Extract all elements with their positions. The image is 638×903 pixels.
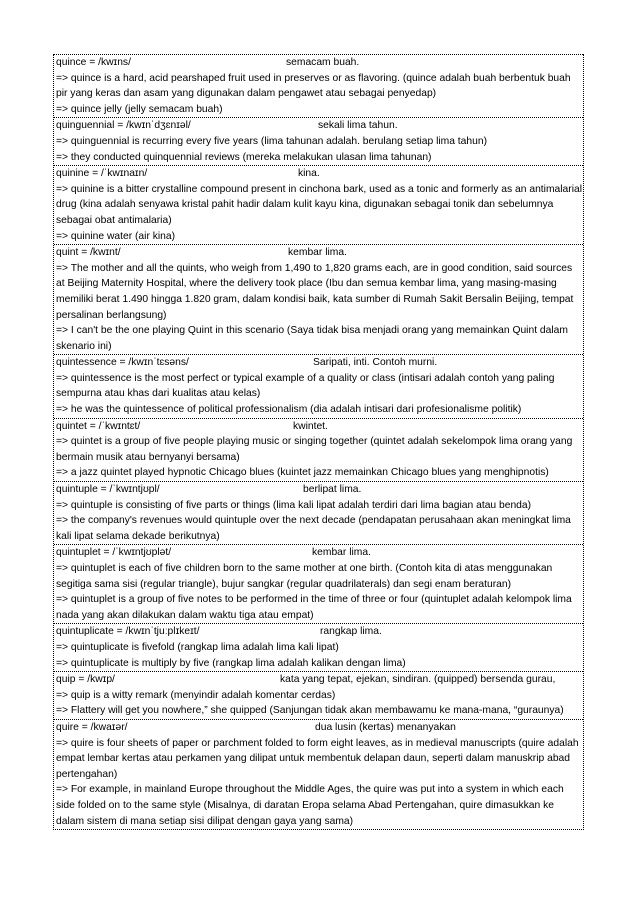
example-line: => quip is a witty remark (menyindir adalah komentar cerdas)	[56, 689, 336, 701]
gloss: rangkap lima.	[320, 626, 382, 638]
gloss: kata yang tepat, ejekan, sindiran. (quipped) bersenda gurau,	[280, 674, 556, 686]
example-line: => quince jelly (jelly semacam buah)	[56, 103, 223, 115]
example-line: => quince is a hard, acid pearshaped fruit used in preserves or as flavoring. (quince adalah buah berbentuk buah pir yang keras dan asam yang digunakan dalam pengawet atau sebagai penyedap)	[56, 72, 571, 100]
headword: quintuple = /ˈkwɪntjʊpl/	[56, 484, 160, 496]
gloss: kina.	[298, 168, 320, 180]
gloss: dua lusin (kertas) menanyakan	[315, 721, 456, 733]
entry-quint	[54, 244, 583, 354]
gloss: Saripati, inti. Contoh murni.	[313, 357, 438, 369]
example-line: => For example, in mainland Europe throughout the Middle Ages, the quire was put into a system in which each side folded on to the same style (Misalnya, di daratan Eropa selama Abad Pertengahan, quire dimasukkan ke dalam sistem di mana setiap sisi dilipat dengan gaya yang sama)	[56, 784, 564, 827]
dictionary-page	[53, 54, 584, 830]
headword: quire = /kwaɪər/	[56, 721, 128, 733]
example-line: => a jazz quintet played hypnotic Chicago blues (kuintet jazz memainkan Chicago blues yang menghipnotis)	[56, 467, 549, 479]
example-line: => quinguennial is recurring every five years (lima tahunan adalah. berulang setiap lima tahun)	[56, 135, 488, 147]
example-line: => they conducted quinquennial reviews (mereka melakukan ulasan lima tahunan)	[56, 151, 432, 163]
gloss: kembar lima.	[312, 547, 371, 559]
headword: quintuplicate = /kwɪnˈtjuːplɪkeɪt/	[56, 626, 200, 638]
gloss: kwintet.	[293, 420, 328, 432]
headword: quip = /kwɪp/	[56, 674, 115, 686]
example-line: => he was the quintessence of political professionalism (dia adalah intisari dari profesionalisme politik)	[56, 404, 522, 416]
example-line: => quintuplicate is multiply by five (rangkap lima adalah kalikan dengan lima)	[56, 657, 406, 669]
example-line: => quinine is a bitter crystalline compound present in cinchona bark, used as a tonic and formerly as an antimalarial drug (kina adalah senyawa kristal pahit hadir dalam kulit kayu kina, digunakan sebagai tonik dan sebelumnya sebagai obat antimalaria)	[56, 183, 583, 226]
entry-quintet	[54, 418, 583, 481]
example-line: => quintuplet is each of five children born to the same mother at one birth. (Contoh kita di atas menggunakan segitiga sama sisi (regular triangle), bujur sangkar (regular quadrilaterals) dan segi enam beraturan)	[56, 563, 553, 590]
entry-quire	[54, 719, 583, 829]
headword: quinguennial = /kwɪnˈdʒɛnɪəl/	[56, 120, 191, 132]
entry-quinguennial	[54, 117, 583, 165]
example-line: => quinine water (air kina)	[56, 230, 176, 242]
example-line: => quintuplet is a group of five notes to be performed in the time of three or four (quintuplet adalah kelompok lima nada yang akan dilakukan dalam waktu tiga atau empat)	[56, 594, 572, 621]
entry-quince	[54, 54, 583, 117]
example-line: => quintuple is consisting of five parts or things (lima kali lipat adalah terdiri dari lima bagian atau benda)	[56, 499, 532, 511]
headword: quintuplet = /ˈkwɪntjʊplət/	[56, 547, 172, 559]
example-line: => the company's revenues would quintuple over the next decade (pendapatan perusahaan akan meningkat lima kali lipat selama dekade berikutnya)	[56, 515, 571, 542]
example-line: => quire is four sheets of paper or parchment folded to form eight leaves, as in medieval manuscripts (quire adalah empat lembar kertas atau perkamen yang dilipat untuk membentuk delapan daun, seperti dalam manuskrip abad pertengahan)	[56, 737, 579, 780]
example-line: => The mother and all the quints, who weigh from 1,490 to 1,820 grams each, are in good condition, said sources at Beijing Maternity Hospital, where the delivery took place (Ibu dan semua kembar lima, yang masing-masing memiliki berat 1.490 hingga 1.820 gram, dalam kondisi baik, kata sumber di Rumah Sakit Bersalin Beijing, tempat persalinan berlangsung)	[56, 262, 574, 321]
entry-quinine	[54, 165, 583, 244]
gloss: kembar lima.	[288, 247, 347, 259]
example-line: => quintessence is the most perfect or typical example of a quality or class (intisari adalah contoh yang paling sempurna atau khas dari kualitas atau kelas)	[56, 372, 555, 400]
entry-quintessence	[54, 354, 583, 417]
gloss: sekali lima tahun.	[318, 120, 398, 132]
headword: quint = /kwɪnt/	[56, 247, 121, 259]
entry-quintuplet	[54, 544, 583, 623]
example-line: => Flattery will get you nowhere,” she quipped (Sanjungan tidak akan membawamu ke mana-mana, “guraunya)	[56, 705, 564, 717]
entry-quip	[54, 671, 583, 719]
headword: quintet = /ˈkwɪntɛt/	[56, 420, 141, 432]
example-line: => quintet is a group of five people playing music or singing together (quintet adalah sekelompok lima orang yang bermain musik atau bernyanyi bersama)	[56, 436, 573, 463]
gloss: berlipat lima.	[303, 484, 362, 496]
headword: quince = /kwɪns/	[56, 57, 131, 68]
entry-quintuplicate	[54, 623, 583, 671]
entry-quintuple	[54, 481, 583, 544]
gloss: semacam buah.	[286, 57, 360, 68]
headword: quinine = /ˈkwɪnaɪn/	[56, 168, 148, 180]
example-line: => quintuplicate is fivefold (rangkap lima adalah lima kali lipat)	[56, 641, 339, 653]
example-line: => I can't be the one playing Quint in this scenario (Saya tidak bisa menjadi orang yang memainkan Quint dalam skenario ini)	[56, 325, 568, 352]
headword: quintessence = /kwɪnˈtɛsəns/	[56, 357, 189, 369]
